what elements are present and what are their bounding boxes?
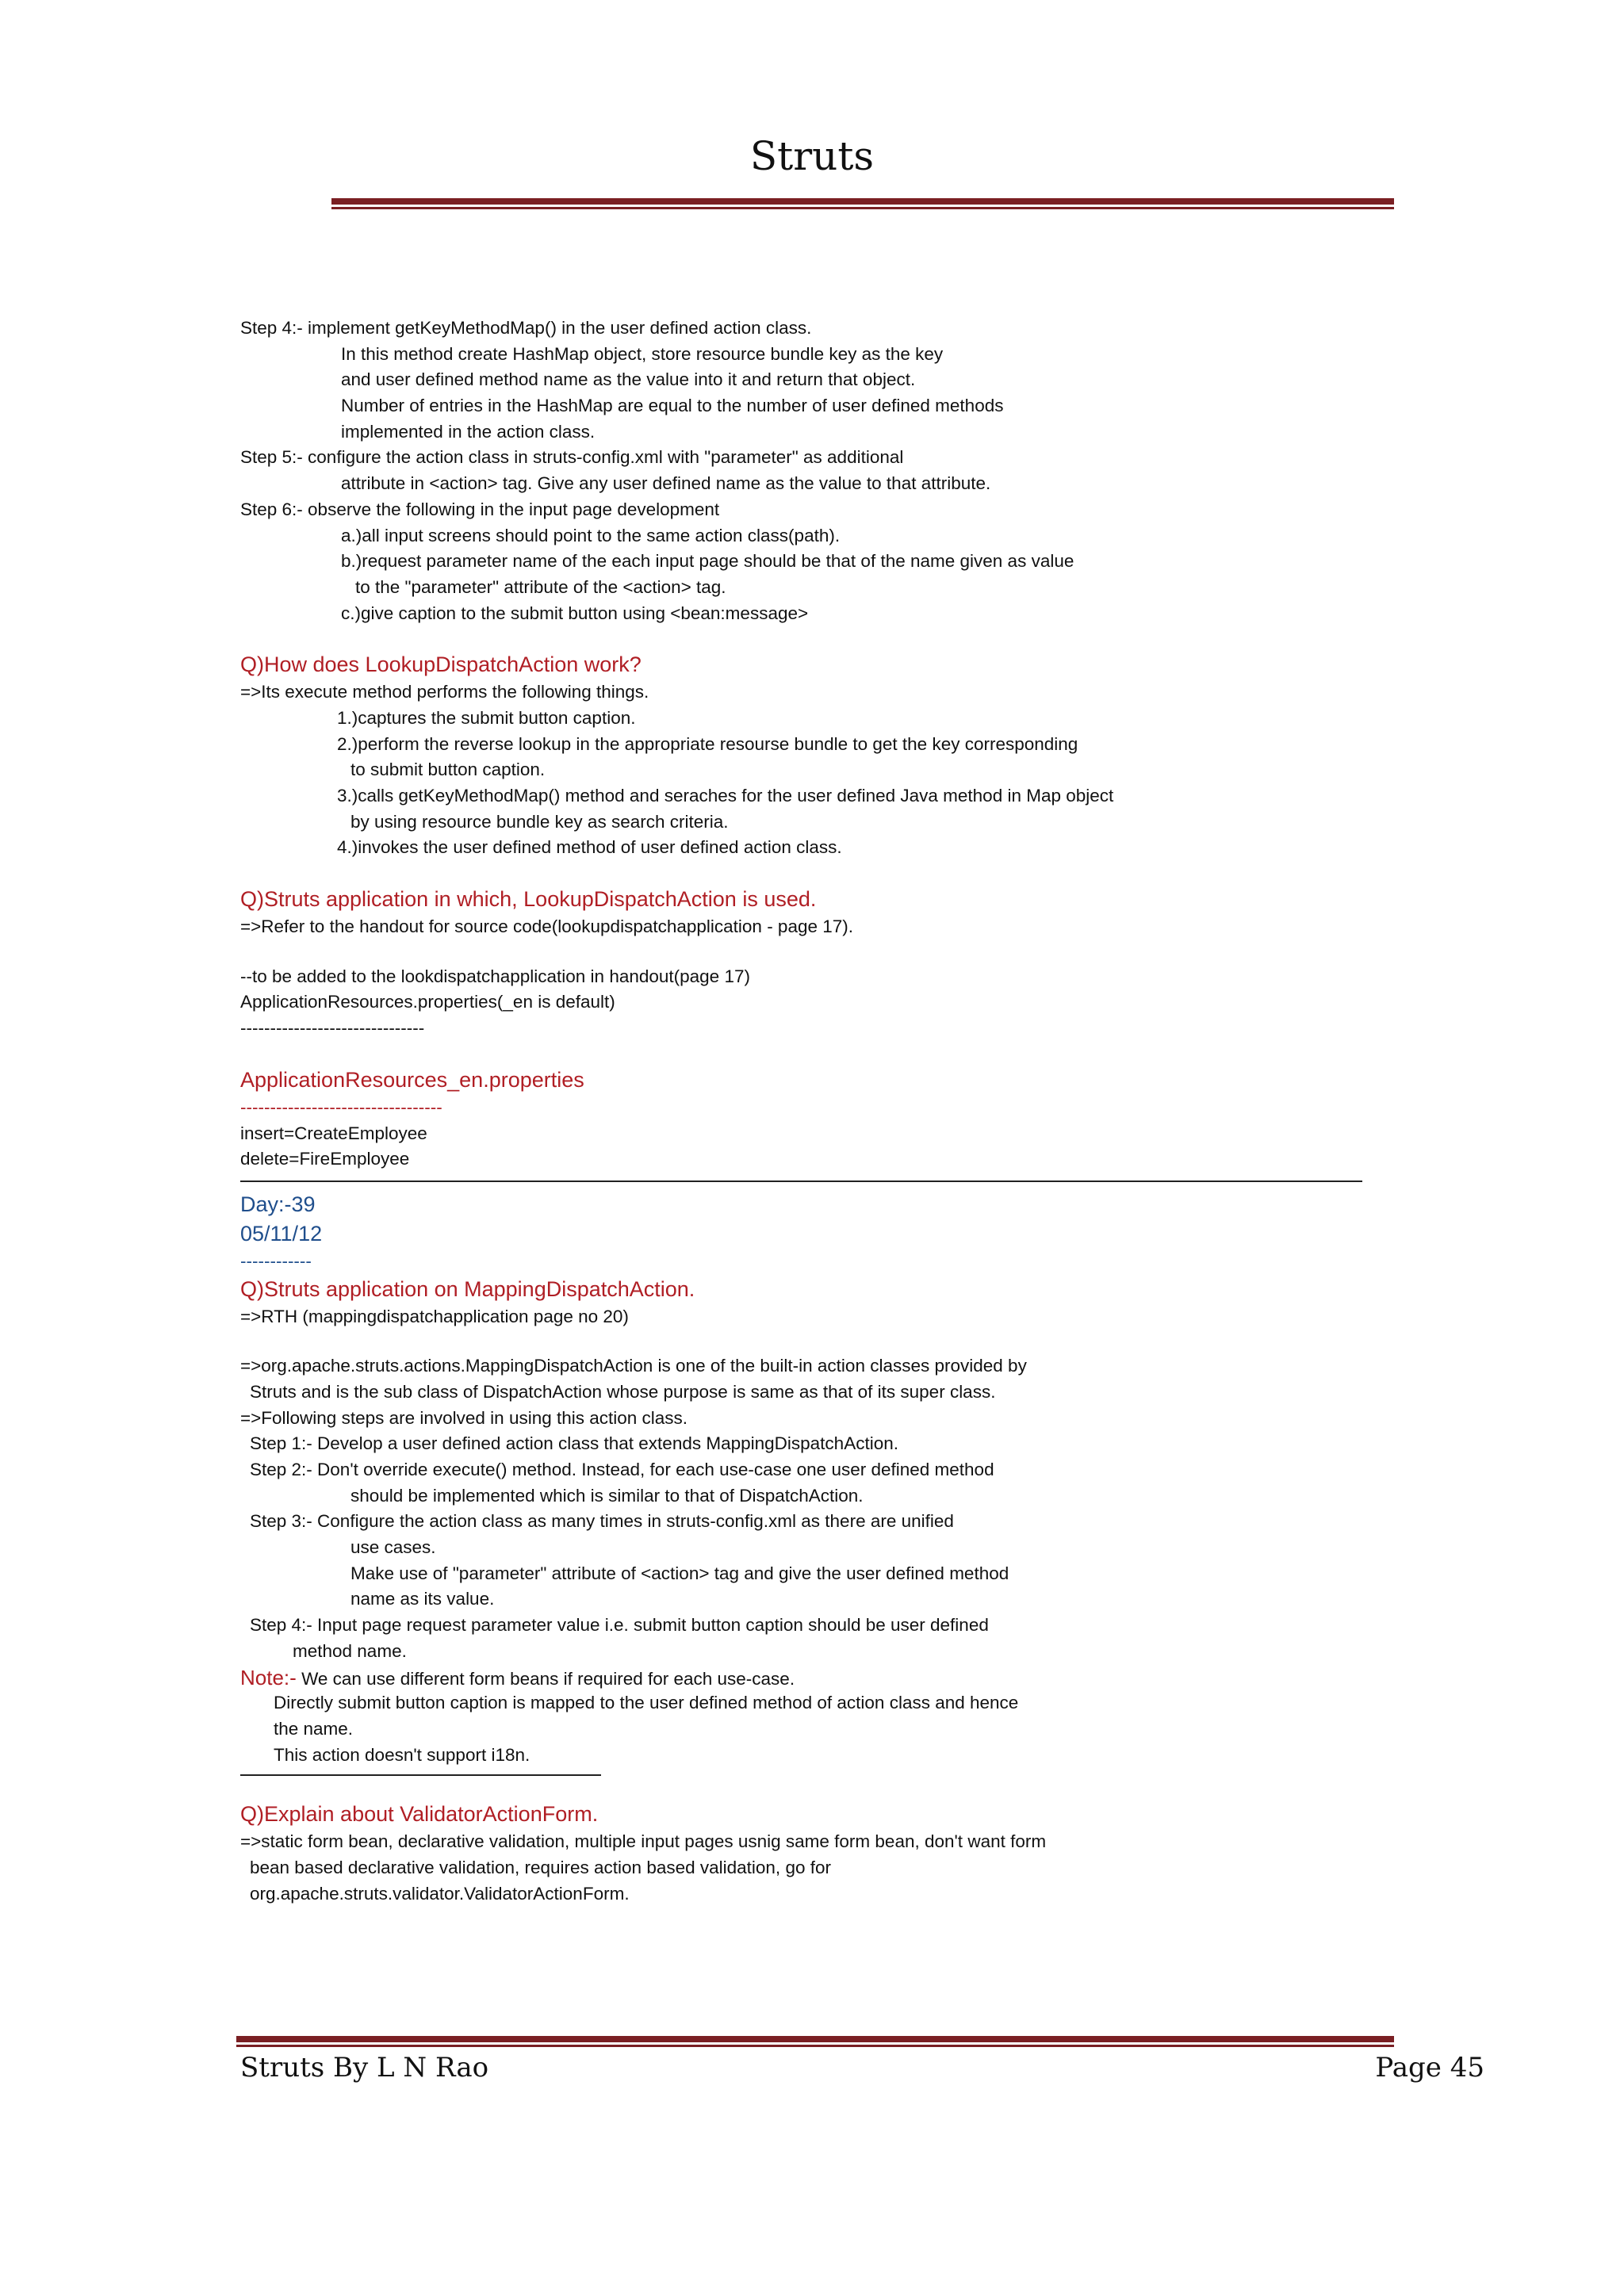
- page-header-title: Struts: [749, 133, 875, 179]
- note-line: [240, 1665, 1390, 1691]
- lookup-app-refer: =>Refer to the handout for source code(lookupdispatchapplication - page 17).: [240, 916, 854, 937]
- property-entry: delete=FireEmployee: [240, 1149, 410, 1169]
- header-rule-thick: [331, 198, 1394, 205]
- mapping-step-cont: should be implemented which is similar to that of DispatchAction.: [350, 1485, 864, 1506]
- mapping-desc: =>org.apache.struts.actions.MappingDispatchAction is one of the built-in action classes provided by: [240, 1356, 1027, 1376]
- step-4-line: Number of entries in the HashMap are equal to the number of user defined methods: [341, 396, 1004, 416]
- footer-rule-thin: [236, 2045, 1394, 2047]
- lookup-app-added: --to be added to the lookdispatchapplication in handout(page 17): [240, 966, 750, 986]
- note-line: This action doesn't support i18n.: [274, 1744, 530, 1765]
- validator-text: org.apache.struts.validator.ValidatorActionForm.: [250, 1883, 630, 1904]
- note-line: Directly submit button caption is mapped to the user defined method of action class and hence: [274, 1693, 1019, 1713]
- step-6-item: b.)request parameter name of the each input page should be that of the name given as value: [341, 551, 1074, 572]
- horizontal-rule: [240, 1181, 1362, 1182]
- mapping-step: Step 2:- Don't override execute() method. Instead, for each use-case one user defined method: [250, 1460, 994, 1479]
- lookup-intro: =>Its execute method performs the following things.: [240, 682, 649, 702]
- lookup-question-heading: Q)How does LookupDispatchAction work?: [240, 652, 642, 677]
- mapping-step-cont: method name.: [293, 1640, 407, 1661]
- lookup-point: 1.)captures the submit button caption.: [337, 707, 636, 728]
- mapping-step-cont: name as its value.: [350, 1589, 495, 1609]
- day-label: Day:-39: [240, 1192, 316, 1216]
- mapping-step: Step 3:- Configure the action class as many times in struts-config.xml as there are unified: [250, 1511, 954, 1532]
- lookup-point: 3.)calls getKeyMethodMap() method and seraches for the user defined Java method in Map object: [337, 786, 1114, 806]
- step-6-item: a.)all input screens should point to the same action class(path).: [341, 525, 841, 545]
- step-5-text: Step 5:- configure the action class in struts-config.xml with "parameter" as additional: [240, 447, 904, 468]
- step-4-line: In this method create HashMap object, store resource bundle key as the key: [341, 343, 944, 364]
- step-4-text: Step 4:- implement getKeyMethodMap() in the user defined action class.: [240, 318, 812, 338]
- step-6-item-cont: to the "parameter" attribute of the <action> tag.: [355, 576, 726, 597]
- day-date: 05/11/12: [240, 1221, 323, 1246]
- dashed-separator: -------------------------------: [240, 1018, 425, 1039]
- note-line: the name.: [274, 1718, 354, 1739]
- footer-author: Struts By L N Rao: [240, 2052, 489, 2084]
- step-4-line: implemented in the action class.: [341, 421, 596, 442]
- mapping-rth: =>RTH (mappingdispatchapplication page no 20): [240, 1306, 629, 1326]
- mapping-step: Step 1:- Develop a user defined action class that extends MappingDispatchAction.: [250, 1433, 898, 1454]
- header-rule-thin: [331, 207, 1394, 209]
- property-entry: insert=CreateEmployee: [240, 1123, 427, 1143]
- footer-rule-thick: [236, 2036, 1394, 2042]
- mapping-desc: Struts and is the sub class of DispatchAction whose purpose is same as that of its super class.: [250, 1381, 996, 1402]
- note-text: We can use different form beans if required for each use-case.: [296, 1668, 795, 1689]
- lookup-app-props: ApplicationResources.properties(_en is default): [240, 992, 615, 1012]
- properties-file-heading: ApplicationResources_en.properties: [240, 1067, 584, 1092]
- step-5-line: attribute in <action> tag. Give any user defined name as the value to that attribute.: [341, 473, 991, 494]
- mapping-desc: =>Following steps are involved in using this action class.: [240, 1407, 688, 1428]
- lookup-point: 4.)invokes the user defined method of user defined action class.: [337, 837, 842, 858]
- document-body: [240, 316, 1390, 1907]
- lookup-app-question-heading: Q)Struts application in which, LookupDispatchAction is used.: [240, 887, 817, 912]
- step-4-line: and user defined method name as the value into it and return that object.: [341, 369, 916, 390]
- step-6-text: Step 6:- observe the following in the input page development: [240, 499, 720, 519]
- footer-page-number: Page 45: [1375, 2052, 1484, 2084]
- note-label: Note:-: [240, 1665, 297, 1689]
- validator-text: bean based declarative validation, requires action based validation, go for: [250, 1857, 831, 1877]
- validator-text: =>static form bean, declarative validation, multiple input pages usnig same form bean, don't want form: [240, 1831, 1047, 1852]
- lookup-point-cont: by using resource bundle key as search criteria.: [350, 811, 729, 832]
- lookup-point-cont: to submit button caption.: [350, 760, 546, 780]
- mapping-question-heading: Q)Struts application on MappingDispatchAction.: [240, 1276, 695, 1301]
- mapping-step: Step 4:- Input page request parameter value i.e. submit button caption should be user defined: [250, 1615, 989, 1636]
- lookup-point: 2.)perform the reverse lookup in the appropriate resourse bundle to get the key corresponding: [337, 733, 1078, 754]
- dashed-separator: ----------------------------------: [240, 1096, 442, 1117]
- dashed-separator: ------------: [240, 1250, 312, 1271]
- mapping-step-cont: use cases.: [350, 1537, 436, 1558]
- validator-question-heading: Q)Explain about ValidatorActionForm.: [240, 1802, 599, 1827]
- mapping-step-cont: Make use of "parameter" attribute of <action> tag and give the user defined method: [350, 1563, 1009, 1583]
- step-6-item: c.)give caption to the submit button using <bean:message>: [341, 603, 809, 623]
